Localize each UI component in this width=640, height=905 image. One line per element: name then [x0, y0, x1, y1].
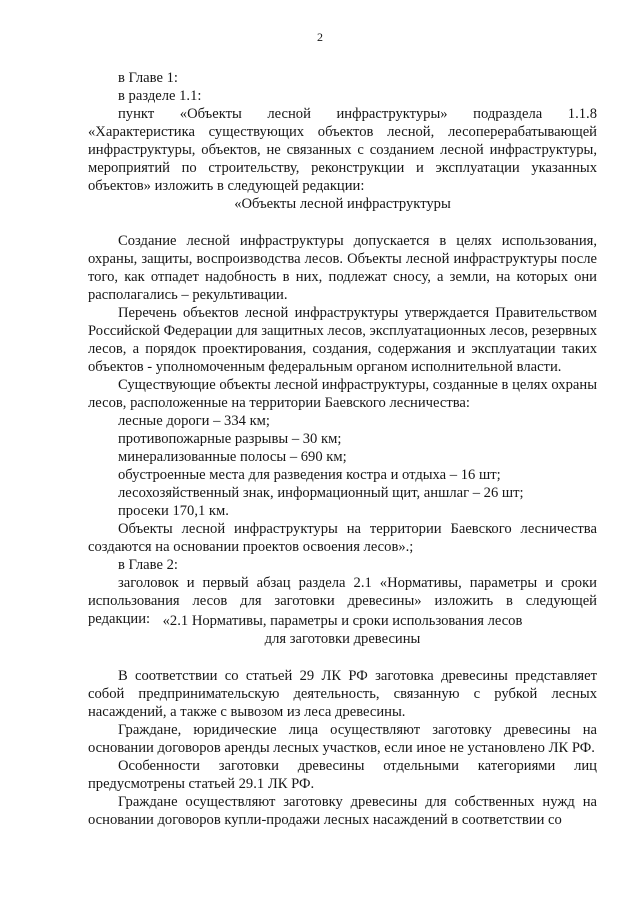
section-1-1-line: в разделе 1.1:: [118, 88, 202, 104]
chapter-1-line: в Главе 1:: [118, 70, 178, 86]
paragraph-article-29: В соответствии со статьей 29 ЛК РФ заготовка древесины представляет собой предпринимательскую деятельность, связанную с рубкой лесных насаждений, а также с вывозом из леса древесины.: [88, 668, 597, 720]
amendment-item-paragraph: пункт «Объекты лесной инфраструктуры» подраздела 1.1.8 «Характеристика существующих объектов лесной, лесоперерабатывающей инфраструктуры, объектов, не связанных с созданием лесной инфраструктуры, мероприятий по строительству, реконструкции и эксплуатации указанных объектов» изложить в следующей редакции:: [88, 106, 597, 194]
list-item: лесные дороги – 334 км;: [118, 413, 270, 429]
list-item: обустроенные места для разведения костра и отдыха – 16 шт;: [118, 467, 501, 483]
paragraph-lease-agreements: Граждане, юридические лица осуществляют заготовку древесины на основании договоров аренды лесных участков, если иное не установлено ЛК РФ.: [88, 722, 597, 756]
paragraph-infrastructure-creation: Создание лесной инфраструктуры допускается в целях использования, охраны, защиты, воспроизводства лесов. Объекты лесной инфраструктуры после того, как отпадет надобность в них, подлежат сносу, а земли, на которых они располагались – рекультивации.: [88, 233, 597, 303]
amendment-section-2-1-paragraph: заголовок и первый абзац раздела 2.1 «Нормативы, параметры и сроки использования лесов для заготовки древесины» изложить в следующей редакции:: [88, 575, 597, 627]
list-item: лесохозяйственный знак, информационный щит, аншлаг – 26 шт;: [118, 485, 524, 501]
paragraph-infrastructure-list-approval: Перечень объектов лесной инфраструктуры утверждается Правительством Российской Федерации для защитных лесов, эксплуатационных лесов, резервных лесов, а порядок проектирования, создания, содержания и эксплуатации таких объектов - уполномоченным федеральным органом исполнительной власти.: [88, 305, 597, 375]
paragraph-citizens-own-needs: Граждане осуществляют заготовку древесины для собственных нужд на основании договоров купли-продажи лесных насаждений в соответствии со: [88, 794, 597, 828]
heading-section-2-1: [88, 613, 597, 649]
list-item: противопожарные разрывы – 30 км;: [118, 431, 342, 447]
heading-section-2-1-line-2: для заготовки древесины: [264, 630, 421, 647]
list-item: минерализованные полосы – 690 км;: [118, 449, 347, 465]
heading-section-2-1-line-1: «2.1 Нормативы, параметры и сроки использования лесов: [162, 613, 523, 629]
page-number: 2: [317, 30, 323, 44]
paragraph-objects-created: Объекты лесной инфраструктуры на территории Баевского лесничества создаются на основании проектов освоения лесов».;: [88, 521, 597, 555]
heading-forest-infrastructure: «Объекты лесной инфраструктуры: [234, 196, 451, 212]
paragraph-article-29-1: Особенности заготовки древесины отдельными категориями лиц предусмотрены статьей 29.1 ЛК РФ.: [88, 758, 597, 792]
paragraph-existing-objects: Существующие объекты лесной инфраструктуры, созданные в целях охраны лесов, расположенные на территории Баевского лесничества:: [88, 377, 597, 411]
list-item: просеки 170,1 км.: [118, 503, 229, 519]
chapter-2-line: в Главе 2:: [118, 557, 178, 573]
